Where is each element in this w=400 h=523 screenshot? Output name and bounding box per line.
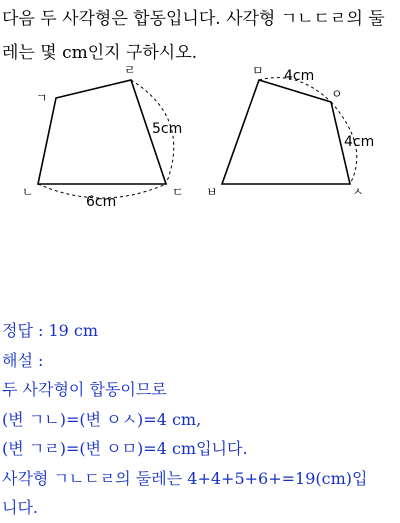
explanation-line-5: 니다. — [2, 498, 38, 517]
vertex-label-siot: ㅅ — [352, 185, 364, 199]
vertex-label-ieung: ㅇ — [331, 87, 343, 101]
explanation-line-2: (변 ㄱㄴ)=(변 ㅇㅅ)=4 cm, — [2, 409, 202, 429]
side-label-right-4cm: 4cm — [344, 134, 375, 150]
vertex-label-giyeok: ㄱ — [36, 91, 48, 105]
explanation-line-4: 사각형 ㄱㄴㄷㄹ의 둘레는 4+4+5+6+=19(cm)입 — [2, 468, 368, 488]
side-label-6cm: 6cm — [86, 194, 117, 208]
explanation-line-3: (변 ㄱㄹ)=(변 ㅇㅁ)=4 cm입니다. — [2, 439, 248, 458]
vertex-label-nieun: ㄴ — [22, 185, 34, 199]
explanation-heading: 해설 : — [2, 350, 44, 370]
question-line-2: 레는 몇 cm인지 구하시오. — [2, 43, 198, 63]
left-quadrilateral — [38, 80, 166, 184]
answer-explanation — [2, 316, 398, 523]
explanation-line-1: 두 사각형이 합동이므로 — [2, 380, 167, 399]
side-label-5cm: 5cm — [152, 121, 183, 137]
vertex-label-rieul: ㄹ — [124, 63, 136, 77]
side-label-top-4cm: 4cm — [284, 68, 315, 84]
quadrilateral-figures — [0, 58, 400, 208]
question-line-1: 다음 두 사각형은 합동입니다. 사각형 ㄱㄴㄷㄹ의 둘 — [2, 9, 385, 29]
vertex-label-bieup: ㅂ — [206, 185, 218, 199]
vertex-label-mieum: ㅁ — [252, 64, 264, 78]
vertex-label-digeut: ㄷ — [172, 185, 184, 199]
answer-line: 정답 : 19 cm — [2, 321, 99, 340]
